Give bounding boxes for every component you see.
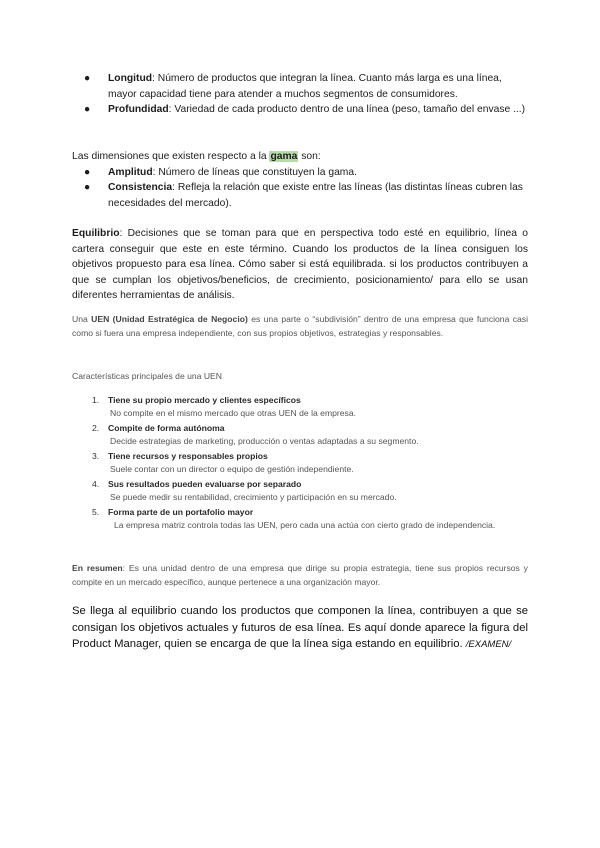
bullet-text: [108, 180, 529, 211]
bullet-text: [108, 71, 529, 102]
bullet-amplitud: [84, 165, 529, 181]
gama-intro-after: son:: [298, 151, 321, 162]
equilibrio-text: : Decisiones que se toman para que en perspectiva todo esté en equilibrio, línea o cartera conseguir que este en este término. Cuando los productos de la línea consiguen los objetivos propuesto para esa línea. Cómo saber si está equilibrada. si los productos contribuyen a que se cumplan los objetivos/beneficios, de crecimiento, posicionamiento/ para ello se usan diferentes herramientas de análisis.: [72, 228, 528, 301]
resumen-term: En resumen: [72, 563, 123, 573]
uen-item-4: [92, 478, 530, 504]
bullet-consistencia: [84, 180, 529, 211]
item-desc: Se puede medir su rentabilidad, crecimiento y participación en su mercado.: [110, 492, 397, 502]
item-number: 4.: [92, 479, 100, 489]
gama-highlight: gama: [270, 151, 298, 162]
item-title: Tiene recursos y responsables propios: [108, 451, 268, 461]
item-desc: Suele contar con un director o equipo de gestión independiente.: [110, 464, 354, 474]
bullet-term: Profundidad: [108, 104, 169, 115]
bullet-dot: ●: [84, 73, 91, 84]
equilibrio-paragraph: [72, 226, 528, 304]
item-number: 5.: [92, 507, 100, 517]
resumen-text: : Es una unidad dentro de una empresa que dirige su propia estrategia, tiene sus propios recursos y compite en un mercado específico, aunque pertenece a una organización mayor.: [72, 563, 528, 587]
bullet-text: [108, 102, 529, 118]
bullet-desc: : Número de líneas que constituyen la gama.: [152, 167, 357, 178]
uen-item-3: [92, 450, 530, 476]
bullet-dot: ●: [84, 167, 91, 178]
uen-heading: Características principales de una UEN: [72, 371, 222, 381]
final-paragraph: [72, 603, 528, 654]
bullet-desc: : Variedad de cada producto dentro de una línea (peso, tamaño del envase ...): [168, 104, 526, 115]
item-number: 1.: [92, 395, 100, 405]
gama-intro: [72, 149, 527, 165]
bullet-desc: : Refleja la relación que existe entre las líneas (las distintas líneas cubren las necesidades del mercado).: [108, 182, 523, 209]
uen-item-5: [92, 506, 530, 532]
item-title: Forma parte de un portafolio mayor: [108, 507, 254, 517]
item-desc: No compite en el mismo mercado que otras UEN de la empresa.: [110, 408, 356, 418]
bullet-term: Amplitud: [108, 167, 153, 178]
bullet-text: [108, 165, 529, 181]
bullet-profundidad: [84, 102, 529, 118]
item-title: Tiene su propio mercado y clientes específicos: [108, 395, 301, 405]
bullet-longitud: [84, 71, 529, 102]
uen-def-after: es una parte o “subdivisión” dentro de una empresa que funciona casi como si fuera una empresa independiente, con sus propios objetivos, estrategias y responsables.: [72, 314, 529, 338]
bullet-dot: ●: [84, 182, 91, 193]
bullet-term: Longitud: [108, 73, 153, 84]
uen-def-before: Una: [72, 314, 92, 324]
bullet-term: Consistencia: [108, 182, 173, 193]
bullet-dot: ●: [84, 104, 91, 115]
resumen-paragraph: [72, 562, 528, 589]
item-title: Sus resultados pueden evaluarse por separado: [108, 479, 302, 489]
final-text: Se llega al equilibrio cuando los productos que componen la línea, contribuyen a que se consigan los objetivos actuales y futuros de esa línea. Es aquí donde aparece la figura del Product Manager, quien se encarga de que la línea siga estando en equilibrio.: [72, 605, 528, 650]
examen-tag: /EXAMEN/: [465, 639, 512, 650]
equilibrio-term: Equilibrio: [72, 228, 120, 239]
item-desc: Decide estrategias de marketing, producción o ventas adaptadas a su segmento.: [110, 436, 419, 446]
uen-item-2: [92, 422, 530, 448]
item-number: 3.: [92, 451, 100, 461]
item-desc: La empresa matriz controla todas las UEN, pero cada una actúa con cierto grado de independencia.: [114, 520, 496, 530]
item-title: Compite de forma autónoma: [108, 423, 225, 433]
bullet-desc: : Número de productos que integran la línea. Cuanto más larga es una línea, mayor capacidad tiene para atender a muchos segmentos de consumidores.: [108, 73, 502, 100]
uen-item-1: [92, 394, 530, 420]
uen-term: UEN (Unidad Estratégica de Negocio): [91, 314, 248, 324]
gama-intro-before: Las dimensiones que existen respecto a la: [72, 151, 270, 162]
uen-definition: [72, 313, 528, 340]
item-number: 2.: [92, 423, 100, 433]
